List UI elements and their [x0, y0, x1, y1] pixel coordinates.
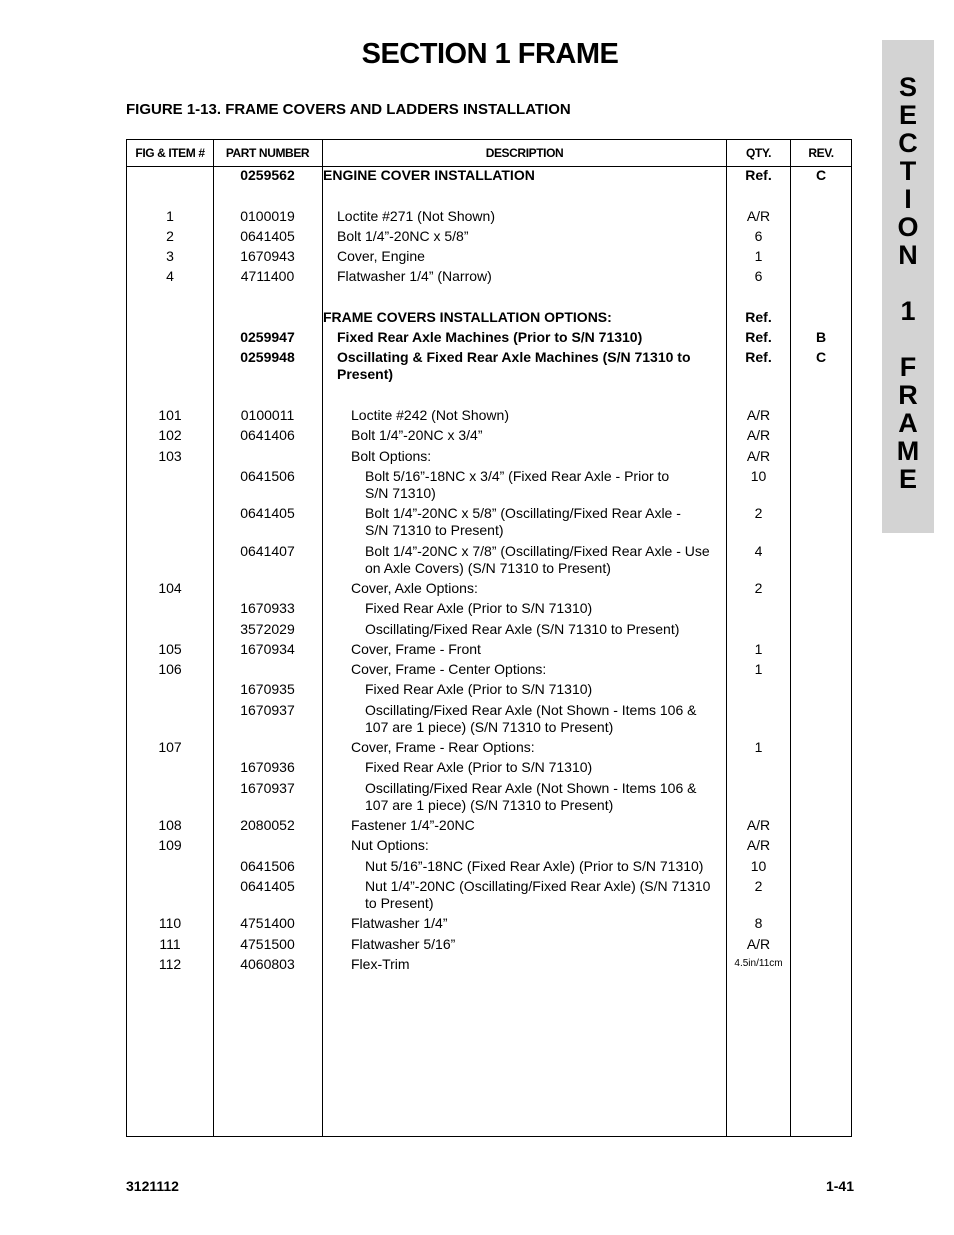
section-tab-letter: N: [898, 240, 918, 270]
description: [323, 956, 753, 973]
quantity: A/R: [746, 407, 771, 423]
column-divider: [726, 140, 727, 1136]
description: [323, 936, 753, 953]
description-line: Cover, Frame - Center Options:: [351, 661, 547, 677]
description: [323, 580, 753, 597]
description-line: Cover, Engine: [337, 248, 425, 264]
description-line: Bolt Options:: [351, 448, 432, 464]
section-tab-letter: I: [904, 184, 912, 214]
part-number: 1670933: [240, 600, 295, 616]
item-number: 1: [166, 208, 174, 224]
description: [323, 878, 767, 912]
description: [323, 858, 767, 875]
description: [323, 468, 767, 502]
section-tab-letter: T: [899, 156, 917, 186]
column-divider: [213, 140, 214, 1136]
part-number: 0259947: [240, 329, 295, 345]
description-line: to Present): [365, 895, 434, 911]
quantity: 4: [754, 543, 763, 559]
part-number: 0259562: [240, 167, 295, 183]
quantity: 6: [754, 268, 763, 284]
description-line: Present): [337, 366, 394, 382]
description-line: Flatwasher 1/4”: [351, 915, 448, 931]
section-tab-letter: R: [898, 380, 918, 410]
page-title: SECTION 1 FRAME: [361, 38, 619, 70]
description: [323, 448, 753, 465]
part-number: 1670937: [240, 702, 295, 718]
description: [323, 407, 753, 424]
description: [323, 641, 753, 658]
quantity: A/R: [746, 936, 771, 952]
description: [323, 228, 739, 245]
item-number: 4: [166, 268, 174, 284]
description: [323, 600, 767, 617]
quantity: 2: [754, 878, 763, 894]
header-part-number: PART NUMBER: [225, 146, 310, 160]
part-number: 4060803: [240, 956, 295, 972]
description-line: Bolt 5/16”-18NC x 3/4” (Fixed Rear Axle - Prior to: [365, 468, 670, 484]
description: [323, 661, 753, 678]
description-line: Nut 1/4”-20NC (Oscillating/Fixed Rear Axle) (S/N 71310: [365, 878, 711, 894]
item-number: 2: [166, 228, 174, 244]
description: [323, 427, 753, 444]
section-tab-letter: E: [898, 100, 917, 130]
description-line: S/N 71310 to Present): [365, 522, 504, 538]
revision: C: [815, 167, 827, 183]
part-number: 1670935: [240, 681, 295, 697]
description: [323, 759, 767, 776]
description-line: FRAME COVERS INSTALLATION OPTIONS:: [323, 309, 612, 325]
item-number: 3: [166, 248, 174, 264]
quantity: A/R: [746, 427, 771, 443]
quantity: 1: [754, 248, 763, 264]
part-number: 0641405: [240, 228, 295, 244]
item-number: 111: [159, 936, 181, 952]
description-line: Bolt 1/4”-20NC x 5/8” (Oscillating/Fixed Rear Axle -: [365, 505, 681, 521]
item-number: 106: [158, 661, 182, 677]
part-number: 1670934: [240, 641, 295, 657]
part-number: 4751400: [240, 915, 295, 931]
item-number: 110: [158, 915, 182, 931]
description-line: Flatwasher 1/4” (Narrow): [337, 268, 492, 284]
item-number: 105: [158, 641, 182, 657]
document-number: 3121112: [126, 1178, 179, 1194]
description-line: Fastener 1/4”-20NC: [351, 817, 475, 833]
quantity: A/R: [746, 448, 771, 464]
part-number: 0100019: [240, 208, 295, 224]
description-line: Fixed Rear Axle (Prior to S/N 71310): [365, 600, 593, 616]
page-number: 1-41: [825, 1178, 854, 1194]
description-line: S/N 71310): [365, 485, 436, 501]
description-line: Fixed Rear Axle (Prior to S/N 71310): [365, 681, 593, 697]
part-number: 0641506: [240, 858, 295, 874]
description: [323, 248, 739, 265]
description-line: Flatwasher 5/16”: [351, 936, 456, 952]
description-line: ENGINE COVER INSTALLATION: [323, 167, 535, 183]
description: [323, 681, 767, 698]
description-line: on Axle Covers) (S/N 71310 to Present): [365, 560, 611, 576]
part-number: 0641405: [240, 505, 295, 521]
description-line: Oscillating & Fixed Rear Axle Machines (S/N 71310 to: [337, 349, 691, 365]
header-rev: REV.: [808, 146, 834, 160]
item-number: 108: [158, 817, 182, 833]
parts-table: [126, 139, 852, 1137]
part-number: 0259948: [240, 349, 295, 365]
description-line: Bolt 1/4”-20NC x 5/8”: [337, 228, 469, 244]
quantity: Ref.: [745, 329, 772, 345]
quantity: 1: [754, 641, 763, 657]
quantity: 8: [754, 915, 763, 931]
quantity: 4.5in/11cm: [734, 958, 783, 969]
section-tab-letter: A: [898, 408, 918, 438]
description: [323, 268, 739, 285]
description-line: Oscillating/Fixed Rear Axle (S/N 71310 to Present): [365, 621, 680, 637]
description: [323, 702, 767, 736]
quantity: Ref.: [745, 349, 772, 365]
description-line: Fixed Rear Axle (Prior to S/N 71310): [365, 759, 593, 775]
description-line: Flex-Trim: [351, 956, 410, 972]
part-number: 2080052: [240, 817, 295, 833]
part-number: 1670943: [240, 248, 295, 264]
section-tab-letter: 1: [900, 296, 916, 326]
quantity: 10: [750, 468, 767, 484]
header-qty: QTY.: [745, 146, 772, 160]
description-line: Nut Options:: [351, 837, 429, 853]
section-tab-letter: E: [898, 464, 917, 494]
item-number: 101: [158, 407, 182, 423]
item-number: 102: [158, 427, 182, 443]
description: [323, 329, 739, 346]
description-line: Cover, Frame - Front: [351, 641, 481, 657]
quantity: 1: [754, 739, 763, 755]
quantity: A/R: [746, 208, 771, 224]
quantity: A/R: [746, 817, 771, 833]
description: [323, 505, 767, 539]
part-number: 3572029: [240, 621, 295, 637]
description: [323, 349, 739, 383]
description: [323, 780, 767, 814]
quantity: 2: [754, 580, 763, 596]
description: [323, 739, 753, 756]
quantity: 1: [754, 661, 763, 677]
description-line: Nut 5/16”-18NC (Fixed Rear Axle) (Prior to S/N 71310): [365, 858, 704, 874]
part-number: 0100011: [240, 407, 295, 423]
section-tab-letter: S: [898, 72, 917, 102]
description: [323, 208, 739, 225]
description: [323, 817, 753, 834]
description-line: Loctite #242 (Not Shown): [351, 407, 509, 423]
part-number: 1670936: [240, 759, 295, 775]
description-line: Bolt 1/4”-20NC x 3/4”: [351, 427, 483, 443]
column-divider: [790, 140, 791, 1136]
part-number: 0641405: [240, 878, 295, 894]
description-line: Oscillating/Fixed Rear Axle (Not Shown - Items 106 &: [365, 780, 697, 796]
header-description: DESCRIPTION: [485, 146, 564, 160]
item-number: 107: [158, 739, 182, 755]
section-tab-letter: O: [897, 212, 919, 242]
description: [323, 621, 767, 638]
description: [323, 837, 753, 854]
description-line: Fixed Rear Axle Machines (Prior to S/N 71310): [337, 329, 643, 345]
description-line: Bolt 1/4”-20NC x 7/8” (Oscillating/Fixed Rear Axle - Use: [365, 543, 710, 559]
section-tab-letter: F: [899, 352, 917, 382]
description-line: Oscillating/Fixed Rear Axle (Not Shown - Items 106 &: [365, 702, 697, 718]
part-number: 0641506: [240, 468, 295, 484]
description-line: Cover, Frame - Rear Options:: [351, 739, 535, 755]
item-number: 109: [158, 837, 182, 853]
description-line: Cover, Axle Options:: [351, 580, 478, 596]
description: [323, 915, 753, 932]
part-number: 4711400: [240, 268, 295, 284]
part-number: 0641406: [240, 427, 295, 443]
section-tab: [882, 40, 934, 533]
quantity: Ref.: [745, 167, 772, 183]
section-tab-letter: M: [896, 436, 920, 466]
part-number: 0641407: [240, 543, 295, 559]
description: [323, 309, 725, 326]
quantity: 6: [754, 228, 763, 244]
quantity: 10: [750, 858, 767, 874]
description: [323, 543, 767, 577]
part-number: 4751500: [240, 936, 295, 952]
quantity: Ref.: [745, 309, 772, 325]
description: [323, 167, 725, 184]
section-tab-letter: C: [898, 128, 918, 158]
description-line: 107 are 1 piece) (S/N 71310 to Present): [365, 797, 614, 813]
description-line: 107 are 1 piece) (S/N 71310 to Present): [365, 719, 614, 735]
column-divider: [322, 140, 323, 1136]
description-line: Loctite #271 (Not Shown): [337, 208, 495, 224]
item-number: 104: [158, 580, 182, 596]
revision: C: [815, 349, 827, 365]
item-number: 112: [158, 956, 182, 972]
revision: B: [815, 329, 827, 345]
quantity: 2: [754, 505, 763, 521]
part-number: 1670937: [240, 780, 295, 796]
quantity: A/R: [746, 837, 771, 853]
header-item: FIG & ITEM #: [135, 146, 205, 160]
figure-title: FIGURE 1-13. FRAME COVERS AND LADDERS INSTALLATION: [126, 101, 571, 118]
item-number: 103: [158, 448, 182, 464]
